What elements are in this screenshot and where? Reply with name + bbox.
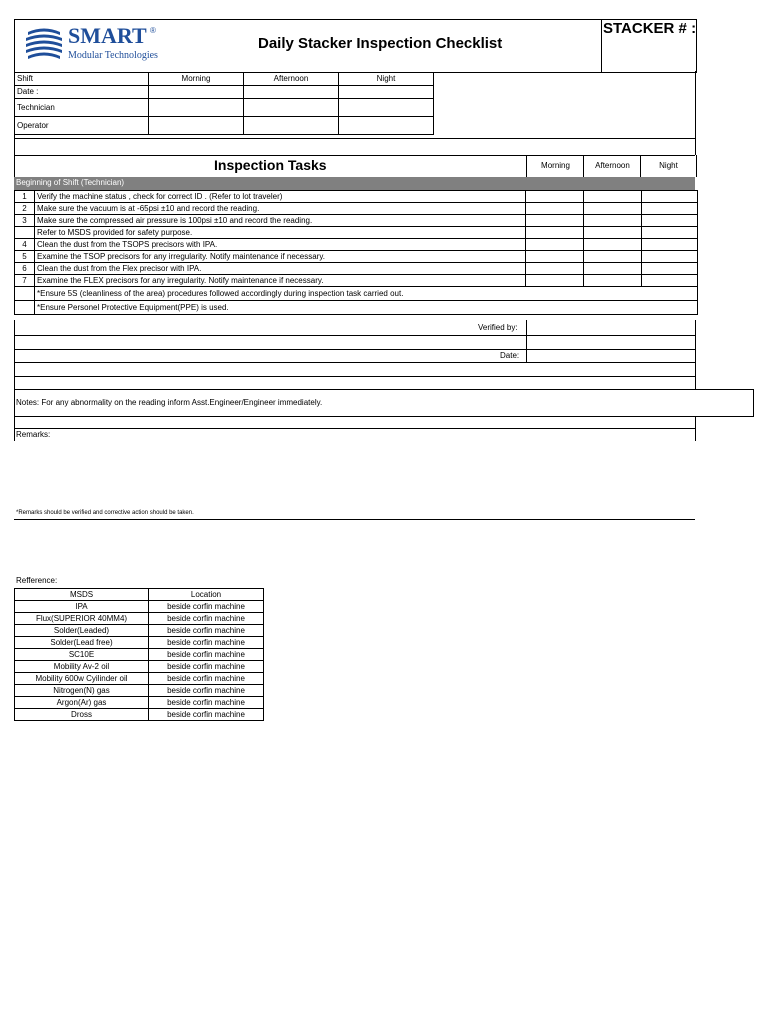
section-label: Beginning of Shift (Technician) [16,178,125,187]
date-night-cell[interactable] [339,86,434,99]
task-text: Examine the FLEX precisors for any irregularity. Notify maintenance if necessary. [35,275,526,287]
reference-row [15,613,264,625]
shift-label: Shift [15,73,149,86]
task-row [15,191,698,203]
lower-right-border [695,320,696,390]
reference-row [15,649,264,661]
reference-row [15,673,264,685]
remarks-top-line [14,428,695,429]
logo-registered-mark: ® [150,26,156,35]
task-number: 2 [15,203,35,215]
task-morning-cell[interactable] [526,227,584,239]
task-morning-cell[interactable] [526,263,584,275]
task-row [15,227,698,239]
task-morning-cell[interactable] [526,251,584,263]
ref-col-msds: MSDS [15,589,149,601]
ref-msds-cell: Mobility Av-2 oil [15,661,149,673]
right-border [695,71,696,155]
task-text: Make sure the compressed air pressure is 100psi ±10 and record the reading. [35,215,526,227]
logo-wordmark: SMART [68,23,147,48]
ref-location-cell: beside corfin machine [149,685,264,697]
ensure-ppe-text: *Ensure Personel Protective Equipment(PPE) is used. [35,301,698,315]
task-row [15,203,698,215]
task-number: 4 [15,239,35,251]
task-afternoon-cell[interactable] [584,263,642,275]
shift-col-morning: Morning [149,73,244,86]
technician-label: Technician [15,99,149,117]
task-morning-cell[interactable] [526,239,584,251]
col-night: Night [640,155,697,177]
ref-location-cell: beside corfin machine [149,625,264,637]
task-row [15,215,698,227]
reference-label: Refference: [16,576,58,585]
technician-morning-cell[interactable] [149,99,244,117]
remarks-right-border [695,416,696,441]
operator-row [15,117,434,135]
row-line [14,335,695,336]
task-number: 3 [15,215,35,227]
task-text: Make sure the vacuum is at -65psi ±10 and record the reading. [35,203,526,215]
reference-row [15,685,264,697]
task-afternoon-cell[interactable] [584,227,642,239]
blank-cell [15,287,35,301]
task-morning-cell[interactable] [526,191,584,203]
task-night-cell[interactable] [642,227,698,239]
ref-msds-cell: Argon(Ar) gas [15,697,149,709]
ref-col-location: Location [149,589,264,601]
task-night-cell[interactable] [642,251,698,263]
task-night-cell[interactable] [642,191,698,203]
operator-night-cell[interactable] [339,117,434,135]
ref-location-cell: beside corfin machine [149,649,264,661]
ref-location-cell: beside corfin machine [149,673,264,685]
smart-logo-icon [24,27,64,63]
operator-afternoon-cell[interactable] [244,117,339,135]
task-row [15,275,698,287]
ref-msds-cell: Nitrogen(N) gas [15,685,149,697]
verified-by-field[interactable] [527,321,695,335]
shift-table [14,72,434,135]
remarks-field[interactable] [15,440,695,508]
task-night-cell[interactable] [642,239,698,251]
task-afternoon-cell[interactable] [584,275,642,287]
shift-col-afternoon: Afternoon [244,73,339,86]
task-afternoon-cell[interactable] [584,239,642,251]
task-morning-cell[interactable] [526,275,584,287]
task-morning-cell[interactable] [526,203,584,215]
remarks-bottom-line [14,519,695,520]
task-text: Clean the dust from the Flex precisor with IPA. [35,263,526,275]
date-row [15,86,434,99]
task-text: Clean the dust from the TSOPS precisors with IPA. [35,239,526,251]
task-afternoon-cell[interactable] [584,215,642,227]
ref-location-cell: beside corfin machine [149,601,264,613]
verified-date-label: Date: [500,351,520,360]
ensure-5s-text: *Ensure 5S (cleanliness of the area) procedures followed accordingly during inspection task carried out. [35,287,698,301]
date-morning-cell[interactable] [149,86,244,99]
ensure-row [15,301,698,315]
row-line [14,376,695,377]
ref-location-cell: beside corfin machine [149,709,264,721]
verified-by-label: Verified by: [478,323,518,332]
row-line [14,362,695,363]
verified-date-field[interactable] [527,350,695,362]
task-morning-cell[interactable] [526,215,584,227]
divider [14,138,695,139]
ref-location-cell: beside corfin machine [149,661,264,673]
task-number: 6 [15,263,35,275]
ensure-row [15,287,698,301]
date-label: Date : [15,86,149,99]
remarks-label: Remarks: [16,430,51,439]
ref-msds-cell: Solder(Leaded) [15,625,149,637]
reference-row [15,625,264,637]
page-title: Daily Stacker Inspection Checklist [258,35,503,52]
ref-msds-cell: SC10E [15,649,149,661]
task-number: 5 [15,251,35,263]
reference-row [15,637,264,649]
task-text: Refer to MSDS provided for safety purpose. [35,227,526,239]
technician-row [15,99,434,117]
col-morning: Morning [526,155,584,177]
task-afternoon-cell[interactable] [584,251,642,263]
ref-location-cell: beside corfin machine [149,637,264,649]
task-row [15,251,698,263]
left-border [14,71,15,155]
logo-subtitle: Modular Technologies [68,50,158,61]
task-table [14,190,698,315]
task-number: 1 [15,191,35,203]
ref-msds-cell: IPA [15,601,149,613]
ref-location-cell: beside corfin machine [149,697,264,709]
notes-text: Notes: For any abnormality on the reading inform Asst.Engineer/Engineer immediately. [16,398,323,407]
task-row [15,263,698,275]
col-afternoon: Afternoon [583,155,641,177]
ref-location-cell: beside corfin machine [149,613,264,625]
task-night-cell[interactable] [642,275,698,287]
inspection-title: Inspection Tasks [214,157,327,173]
reference-row [15,661,264,673]
shift-row [15,73,434,86]
operator-label: Operator [15,117,149,135]
date-afternoon-cell[interactable] [244,86,339,99]
task-text: Examine the TSOP precisors for any irregularity. Notify maintenance if necessary. [35,251,526,263]
blank-cell [15,301,35,315]
task-row [15,239,698,251]
ref-msds-cell: Solder(Lead free) [15,637,149,649]
inspection-left-border [14,155,15,177]
technician-afternoon-cell[interactable] [244,99,339,117]
reference-row [15,697,264,709]
ref-msds-cell: Flux(SUPERIOR 40MM4) [15,613,149,625]
reference-row [15,709,264,721]
task-night-cell[interactable] [642,203,698,215]
shift-col-night: Night [339,73,434,86]
ref-msds-cell: Dross [15,709,149,721]
task-night-cell[interactable] [642,215,698,227]
reference-row [15,601,264,613]
task-afternoon-cell[interactable] [584,191,642,203]
reference-header-row [15,589,264,601]
remarks-footer-note: *Remarks should be verified and corrective action should be taken. [16,510,194,516]
reference-table [14,588,264,721]
task-afternoon-cell[interactable] [584,203,642,215]
task-number [15,227,35,239]
task-number: 7 [15,275,35,287]
task-night-cell[interactable] [642,263,698,275]
stacker-label: STACKER # : [603,20,697,37]
reference-rows [15,601,264,721]
lower-left-border [14,320,15,390]
task-text: Verify the machine status , check for correct ID . (Refer to lot traveler) [35,191,526,203]
operator-morning-cell[interactable] [149,117,244,135]
technician-night-cell[interactable] [339,99,434,117]
ref-msds-cell: Mobility 600w Cyilinder oil [15,673,149,685]
